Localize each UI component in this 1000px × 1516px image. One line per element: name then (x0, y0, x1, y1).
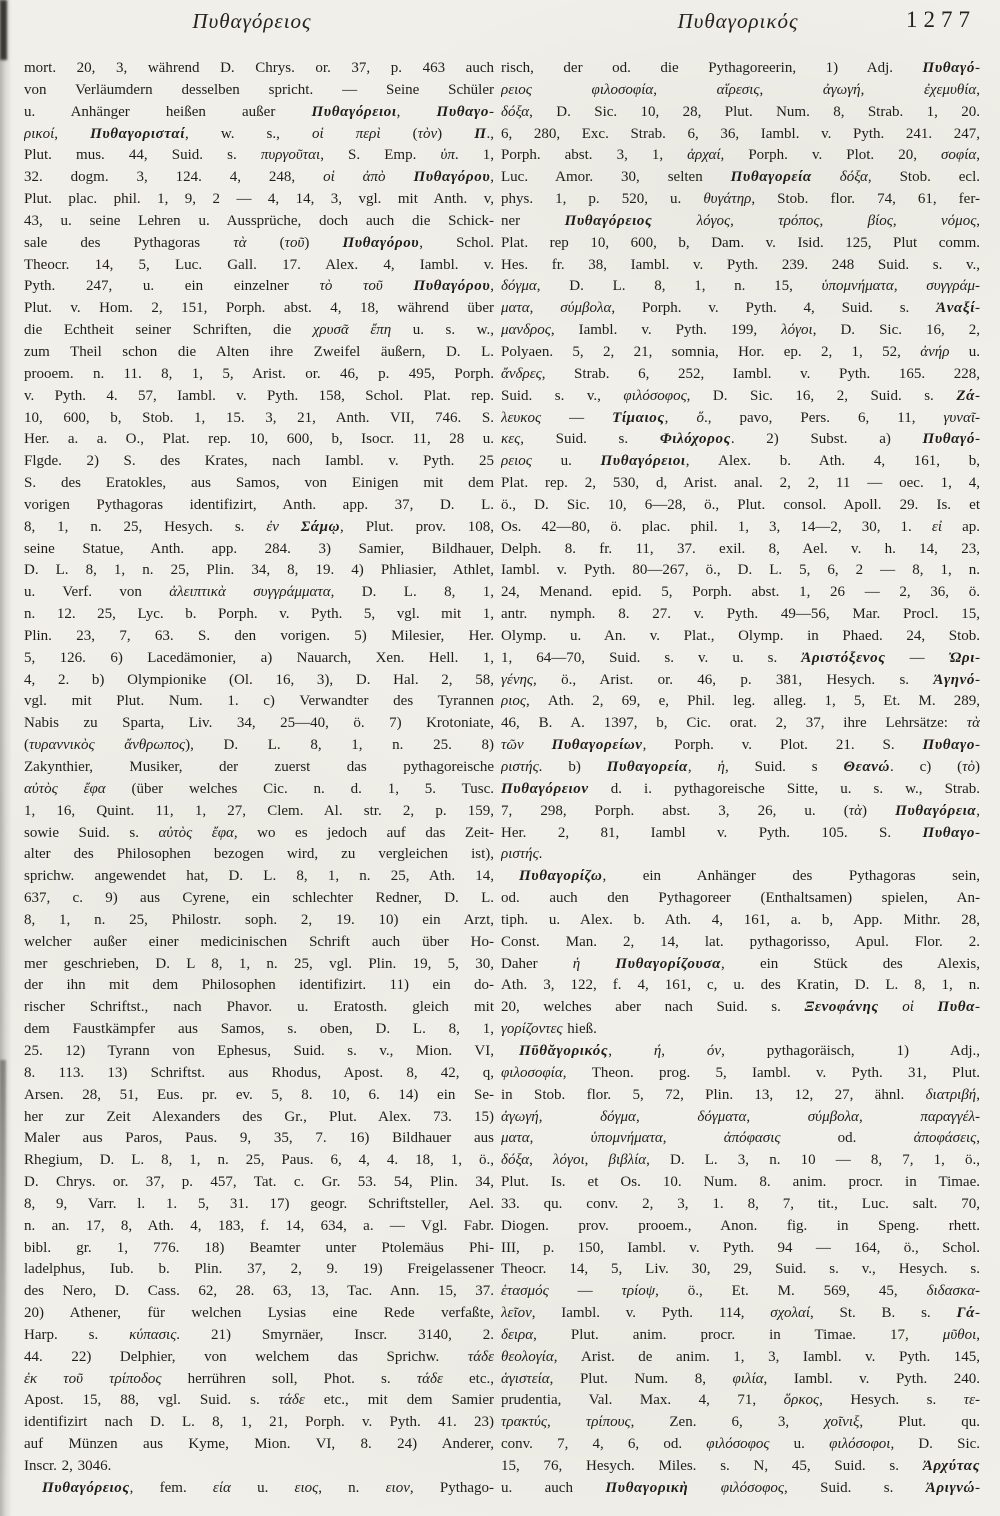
text-line: prooem. n. 11. 8, 1, 5, Arist. or. 46, p. 495, Porph. (24, 365, 494, 382)
text-line: ριστής. (501, 846, 543, 863)
text-column-left (24, 58, 494, 1500)
text-line: die Echtheit seiner Schriften, die χρυσᾶ ἔπη u. s. w., (24, 322, 494, 339)
running-head-right: Πυθαγορικός (677, 9, 799, 33)
text-line: 10, 600, b, Stob. 1, 15. 3, 21, Anth. VII, 746. S. (24, 409, 494, 426)
text-line: Os. 42—80, ö. plac. phil. 1, 3, 14—2, 30, 1. εἰ ap. (501, 518, 980, 535)
text-line: δόξα, λόγοι, βιβλία, D. L. 3, n. 10 — 8, 7, 1, ö., (501, 1152, 980, 1169)
text-line: des Nero, D. Cass. 62, 28. 63, 13, Tac. Ann. 15, 37. (24, 1283, 494, 1300)
text-line: ladelphus, Iub. b. Plin. 37, 2, 9. 19) Freigelassener (24, 1261, 494, 1278)
text-line: auf Münzen aus Kyme, Mion. VI, 8. 24) Anderer, (24, 1436, 494, 1453)
text-line: tiph. u. Alex. b. Ath. 4, 161, a. b, App. Mithr. 28, (501, 911, 980, 928)
text-line: ριστής. b) Πυθαγορεία, ἡ, Suid. s Θεανώ. c) (τὸ) (501, 759, 980, 775)
text-line: in Stob. flor. 5, 72, Plin. 13, 12, 27, ähnl. διατριβή, (501, 1086, 980, 1103)
text-line: Harp. s. κύπασις. 21) Smyrnäer, Inscr. 3140, 2. (24, 1326, 494, 1343)
text-line: δόγμα, D. L. 8, 1, n. 15, ὑπομνήματα, συγγράμ- (501, 278, 980, 295)
text-line: Maler aus Paros, Paus. 9, 35, 7. 16) Bildhauer aus (24, 1130, 494, 1147)
text-line: λευκος — Τίμαιος, ὅ., pavo, Pers. 6, 11, γυναῖ- (501, 409, 980, 426)
text-line: 5, 126. 6) Lacedämonier, a) Nauarch, Xen. Hell. 1, (24, 649, 494, 666)
text-line: u. Anhänger heißen außer Πυθαγόρειοι, Πυθαγο- (24, 103, 494, 120)
text-line: Daher ἡ Πυθαγορίζουσα, ein Stück des Alexis, (501, 955, 980, 972)
text-line: αὐτὸς ἔφα (über welches Cic. n. d. 1, 5. Tusc. (24, 780, 494, 797)
text-line: 24, Menand. epid. 5, Porph. abst. 1, 26 — 2, 36, ö. (501, 584, 980, 601)
running-head-left: Πυθαγόρειος (192, 9, 312, 33)
text-line: Polyaen. 5, 2, 21, somnia, Hor. ep. 2, 1, 52, ἀνήρ u. (501, 343, 980, 360)
text-line: seine Statue, Anth. app. 284. 3) Samier, Bildhauer, (24, 540, 494, 557)
text-line: θεολογία, Arist. de anim. 1, 3, Iambl. v. Pyth. 145, (501, 1348, 980, 1365)
text-line: γένης, ö., Arist. or. 46, p. 381, Hesych. s. Ἀγηνό- (501, 671, 980, 688)
text-line: 1, 64—70, Suid. s. v. u. s. Ἀριστόξενος — Ὠρι- (501, 649, 980, 666)
text-line: 8, 1, n. 25, Hesych. s. ἐν Σάμῳ, Plut. prov. 108, (24, 518, 494, 535)
text-line: ner Πυθαγόρειος λόγος, τρόπος, βίος, νόμος, (501, 212, 980, 229)
text-line: Delph. 8. fr. 11, 37. exil. 8, Ael. v. h. 14, 23, (501, 540, 980, 557)
text-line: Arsen. 28, 51, Eus. pr. ev. 5, 8. 10, 6. 14) ein Se- (24, 1086, 494, 1103)
text-line: 1, 16, Quint. 11, 1, 27, Clem. Al. str. 2, p. 159, (24, 802, 494, 819)
text-line: Πυθαγόρειος, fem. εία u. ειος, n. ειον, Pythago- (42, 1479, 494, 1496)
text-line: Flgde. 2) S. des Krates, nach Iambl. v. Pyth. 25 (24, 453, 494, 470)
text-line: Olymp. u. An. v. Plat., Olymp. in Phaed. 24, Stob. (501, 627, 980, 644)
text-line: κες, Suid. s. Φιλόχορος. 2) Subst. a) Πυθαγό- (501, 431, 980, 448)
text-line: vgl. mit Plut. Num. 1. c) Verwandter des Tyrannen (24, 693, 494, 710)
text-line: 8, 1, n. 25, Philostr. soph. 2, 19. 10) ein Arzt, (24, 911, 494, 928)
text-line: n. an. 17, 8, Ath. 4, 183, f. 14, 634, a. — Vgl. Fabr. (24, 1217, 494, 1234)
text-line: Zakynthier, Musiker, der zuerst das pythagoreische (24, 759, 494, 775)
text-line: ἁγιστεία, Plut. Num. 8, φιλία, Iambl. v. Pyth. 240. (501, 1370, 980, 1387)
text-line: Plat. rep. 2, 530, d, Arist. anal. 2, 2, 11 — oec. 1, 4, (501, 475, 980, 492)
text-line: Rhegium, D. L. 8, 1, n. 25, Paus. 6, 4, 4. 18, 1, ö., (24, 1152, 494, 1169)
text-line: Her. a. a. O., Plat. rep. 10, 600, b, Isocr. 11, 28 u. (24, 431, 494, 448)
text-line: Suid. s. v., φιλόσοφος, D. Sic. 16, 2, Suid. s. Ζά- (501, 387, 980, 404)
text-line: mort. 20, 3, während D. Chrys. or. 37, p. 463 auch (24, 60, 494, 76)
text-line: δειρα, Plut. anim. procr. in Timae. 17, μῦθοι, (501, 1326, 980, 1343)
text-line: Apost. 15, 88, vgl. Suid. s. τάδε etc., mit dem Samier (24, 1392, 494, 1409)
text-line: γορίζοντες hieß. (501, 1021, 597, 1038)
text-line: Plut. mus. 44, Suid. s. πυργοῦται, S. Emp. ὑπ. 1, (24, 147, 494, 164)
text-line: u. Verf. von ἀλειπτικὰ συγγράμματα, D. L. 8, 1, (24, 584, 494, 601)
text-line: ρειος φιλοσοφία, αἵρεσις, ἀγωγή, ἐχεμυθία, (501, 81, 980, 98)
text-line: ριος, Ath. 2, 69, e, Phil. leg. alleg. 1, 5, Et. M. 289, (501, 693, 980, 710)
text-line: ἑτασμός — τρίοψ, ö., Et. M. 569, 45, διδασκα- (501, 1283, 980, 1300)
text-line: welcher außer einer medicinischen Schrift auch über Ho- (24, 933, 494, 950)
text-line: von Verläumdern desselben spricht. — Seine Schüler (24, 81, 494, 98)
text-line: dem Faustkämpfer aus Samos, s. oben, D. L. 8, 1, (24, 1021, 494, 1038)
text-line: 33. qu. conv. 2, 3, 1. 8, 7, tit., Luc. salt. 70, (501, 1195, 980, 1212)
scan-corner-mark (0, 0, 7, 60)
text-line: risch, der od. die Pythagoreerin, 1) Adj. Πυθαγό- (501, 60, 980, 76)
text-line: (τυραννικὸς ἄνθρωπος), D. L. 8, 1, n. 25. 8) (24, 737, 494, 754)
text-line: τῶν Πυθαγορείων, Porph. v. Plot. 21. S. Πυθαγο- (501, 737, 980, 754)
text-line: 44. 22) Delphier, von welchem das Sprichw. τάδε (24, 1348, 494, 1365)
text-line: rischer Schriftst., nach Phavor. u. Eratosth. gleich mit (24, 999, 494, 1016)
text-line: Πῡθᾰγορικός, ή, όν, pythagoräisch, 1) Adj., (519, 1042, 980, 1059)
text-line: ö., D. Sic. 10, 6—28, ö., Plut. consol. Apoll. 29. Is. et (501, 496, 980, 513)
text-line: 43, u. seine Lehren u. Aussprüche, doch auch die Schick- (24, 212, 494, 229)
text-line: Her. 2, 81, Iambl v. Pyth. 105. S. Πυθαγο- (501, 824, 980, 841)
text-line: Const. Man. 2, 14, lat. pythagorisso, Apul. Flor. 2. (501, 933, 980, 950)
text-line: Luc. Amor. 30, selten Πυθαγορεία δόξα, Stob. ecl. (501, 169, 980, 186)
text-line: 4, 2. b) Olympionike (Ol. 16, 3), D. Hal. 2, 58, (24, 671, 494, 688)
text-line: ἀγωγή, δόγμα, δόγματα, σύμβολα, παραγγέλ- (501, 1108, 980, 1125)
scan-margin-smudge (0, 1060, 6, 1480)
text-line: mer geschrieben, D. L 8, 1, n. 25, vgl. Plin. 19, 5, 30, (24, 955, 494, 972)
text-line: Theocr. 14, 5, Liv. 30, 29, Suid. s. v., Hesych. s. (501, 1261, 980, 1278)
text-line: Plut. plac. phil. 1, 9, 2 — 4, 14, 3, vgl. mit Anth. v, (24, 191, 494, 208)
text-line: sowie Suid. s. αὐτὸς ἔφα, wo es jedoch auf das Zeit- (24, 824, 494, 841)
text-line: 15, 76, Hesych. Miles. s. N, 45, Suid. s. Ἀρχύτας (501, 1458, 980, 1474)
text-line: Nabis zu Sparta, Liv. 34, 25—40, ö. 7) Krotoniate, (24, 715, 494, 732)
text-line: Diogen. prov. prooem., Anon. fig. in Speng. rhett. (501, 1217, 980, 1234)
text-line: sprichw. angewendet hat, D. L. 8, 1, n. 25, Ath. 14, (24, 868, 494, 885)
text-line: 25. 12) Tyrann von Ephesus, Suid. s. v., Mion. VI, (24, 1042, 494, 1059)
text-line: Porph. abst. 3, 1, ἀρχαί, Porph. v. Plot. 20, σοφία, (501, 147, 980, 164)
text-line: ματα, ὑπομνήματα, ἀπόφασις od. ἀποφάσεις, (501, 1130, 980, 1147)
text-line: antr. nymph. 8. 27. v. Pyth. 49—56, Mar. Procl. 15, (501, 606, 980, 623)
text-line: u. auch Πυθαγορικὴ φιλόσοφος, Suid. s. Ἀριγνώ- (501, 1479, 980, 1496)
text-line: Iambl. v. Pyth. 80—267, ö., D. L. 5, 6, 2 — 8, 1, n. (501, 562, 980, 579)
text-line: ρειος u. Πυθαγόρειοι, Alex. b. Ath. 4, 161, b, (501, 453, 980, 470)
text-line: Plin. 23, 7, 63. S. den vorigen. 5) Milesier, Her. (24, 627, 494, 644)
text-line: τρακτύς, τρίπους, Zen. 6, 3, χοῖνιξ, Plut. qu. (501, 1414, 980, 1431)
text-line: Πυθαγορίζω, ein Anhänger des Pythagoras sein, (519, 868, 980, 885)
text-line: sale des Pythagoras τὰ (τοῦ) Πυθαγόρου, Schol. (24, 234, 494, 251)
text-line: phys. 1, p. 520, u. θυγάτηρ, Stob. flor. 74, 61, fer- (501, 191, 980, 208)
text-line: v. Pyth. 4. 57, Iambl. v. Pyth. 158, Schol. Plat. rep. (24, 387, 494, 404)
text-line: n. 12. 25, Lyc. b. Porph. v. Pyth. 5, vgl. mit 1, (24, 606, 494, 623)
text-line: III, p. 150, Iambl. v. Pyth. 94 — 164, ö., Schol. (501, 1239, 980, 1256)
text-line: zum Theil schon die Alten ihre Zweifel äußern, D. L. (24, 343, 494, 360)
text-line: 6, 280, Exc. Strab. 6, 36, Iambl. v. Pyth. 241. 247, (501, 125, 980, 142)
text-line: identifizirt nach D. L. 8, 1, 21, Porph. v. Pyth. 41. 23) (24, 1414, 494, 1431)
text-line: S. des Eratokles, aus Samos, von Einigen mit dem (24, 475, 494, 492)
page-number: 1277 (906, 7, 976, 32)
text-line: Theocr. 14, 5, Luc. Gall. 17. Alex. 4, Iambl. v. (24, 256, 494, 273)
text-line: λεῖον, Iambl. v. Pyth. 114, σχολαί, St. B. s. Γά- (501, 1305, 980, 1322)
text-line: D. L. 8, 1, n. 25, Plin. 34, 8, 19. 4) Phliasier, Athlet, (24, 562, 494, 579)
text-line: prudentia, Val. Max. 4, 71, ὅρκος, Hesych. s. τε- (501, 1392, 980, 1409)
text-line: Ath. 3, 122, f. 4, 161, c, u. des Kratin, D. L. 8, 1, n. (501, 977, 980, 994)
text-line: 32. dogm. 3, 124. 4, 248, οἱ ἀπὸ Πυθαγόρου, (24, 169, 494, 186)
text-line: 8, 9, Varr. l. 1. 5, 31. 17) geogr. Schriftsteller, Ael. (24, 1195, 494, 1212)
text-line: Plat. rep 10, 600, b, Dam. v. Isid. 125, Plut comm. (501, 234, 980, 251)
text-line: 20, welches aber nach Suid. s. Ξενοφάνης οἱ Πυθα- (501, 999, 980, 1016)
text-line: 20) Athener, für welchen Lysias eine Rede verfaßte, (24, 1305, 494, 1322)
text-line: od. auch den Pythagoreer (Enthaltsamen) spielen, An- (501, 890, 980, 907)
text-line: 8. 113. 13) Schriftst. aus Rhodus, Apost. 8, 42, q, (24, 1064, 494, 1081)
text-line: Plut. Is. et Os. 10. Num. 8. anim. procr. in Timae. (501, 1174, 980, 1191)
text-line: ρικοί, Πυθαγορισταί, w. s., οἱ περὶ (τὸν) Π., (24, 125, 494, 142)
text-line: Plut. v. Hom. 2, 151, Porph. abst. 4, 18, während über (24, 300, 494, 317)
text-line: D. Chrys. or. 37, p. 457, Tat. c. Gr. 53. 54, Plin. 34, (24, 1174, 494, 1191)
text-line: 7, 298, Porph. abst. 3, 26, u. (τὰ) Πυθαγόρεια, (501, 802, 980, 819)
text-line: δόξα, D. Sic. 10, 28, Plut. Num. 8, Strab. 1, 20. (501, 103, 980, 120)
text-line: ἄνδρες, Strab. 6, 252, Iambl. v. Pyth. 165. 228, (501, 365, 980, 382)
text-line: alter des Philosophen bezogen wird, zu vergleichen ist), (24, 846, 494, 863)
text-line: 46, B. A. 1397, b, Cic. orat. 2, 37, ihre Lehrsätze: τὰ (501, 715, 980, 732)
text-line: φιλοσοφία, Theon. prog. 5, Iambl. v. Pyth. 31, Plut. (501, 1064, 980, 1081)
text-line: bibl. gr. 1, 776. 18) Beamter unter Ptolemäus Phi- (24, 1239, 494, 1256)
text-line: Πυθαγόρειον d. i. pythagoreische Sitte, u. s. w., Strab. (501, 780, 980, 797)
text-line: ἐκ τοῦ τρίποδος herrühren soll, Phot. s. τάδε etc., (24, 1370, 494, 1387)
text-line: Inscr. 2, 3046. (24, 1458, 112, 1474)
text-column-right (501, 58, 980, 1500)
text-line: ματα, σύμβολα, Porph. v. Pyth. 4, Suid. s. Ἀναξί- (501, 300, 980, 317)
text-line: Pyth. 247, u. ein einzelner τὸ τοῦ Πυθαγόρου, (24, 278, 494, 295)
text-line: 637, c. 9) aus Cyrene, ein schlechter Redner, D. L. (24, 890, 494, 907)
text-line: conv. 7, 4, 6, od. φιλόσοφος u. φιλόσοφοι, D. Sic. (501, 1436, 980, 1453)
text-line: der ihn mit dem Philosophen identifizirt. 11) ein do- (24, 977, 494, 994)
text-line: vorigen Pythagoras identifizirt, Anth. app. 37, D. L. (24, 496, 494, 513)
text-line: Hes. fr. 38, Iambl. v. Pyth. 239. 248 Suid. s. v., (501, 256, 980, 273)
text-line: μανδρος, Iambl. v. Pyth. 199, λόγοι, D. Sic. 16, 2, (501, 322, 980, 339)
text-line: her zur Zeit Alexanders des Gr., Plut. Alex. 73. 15) (24, 1108, 494, 1125)
